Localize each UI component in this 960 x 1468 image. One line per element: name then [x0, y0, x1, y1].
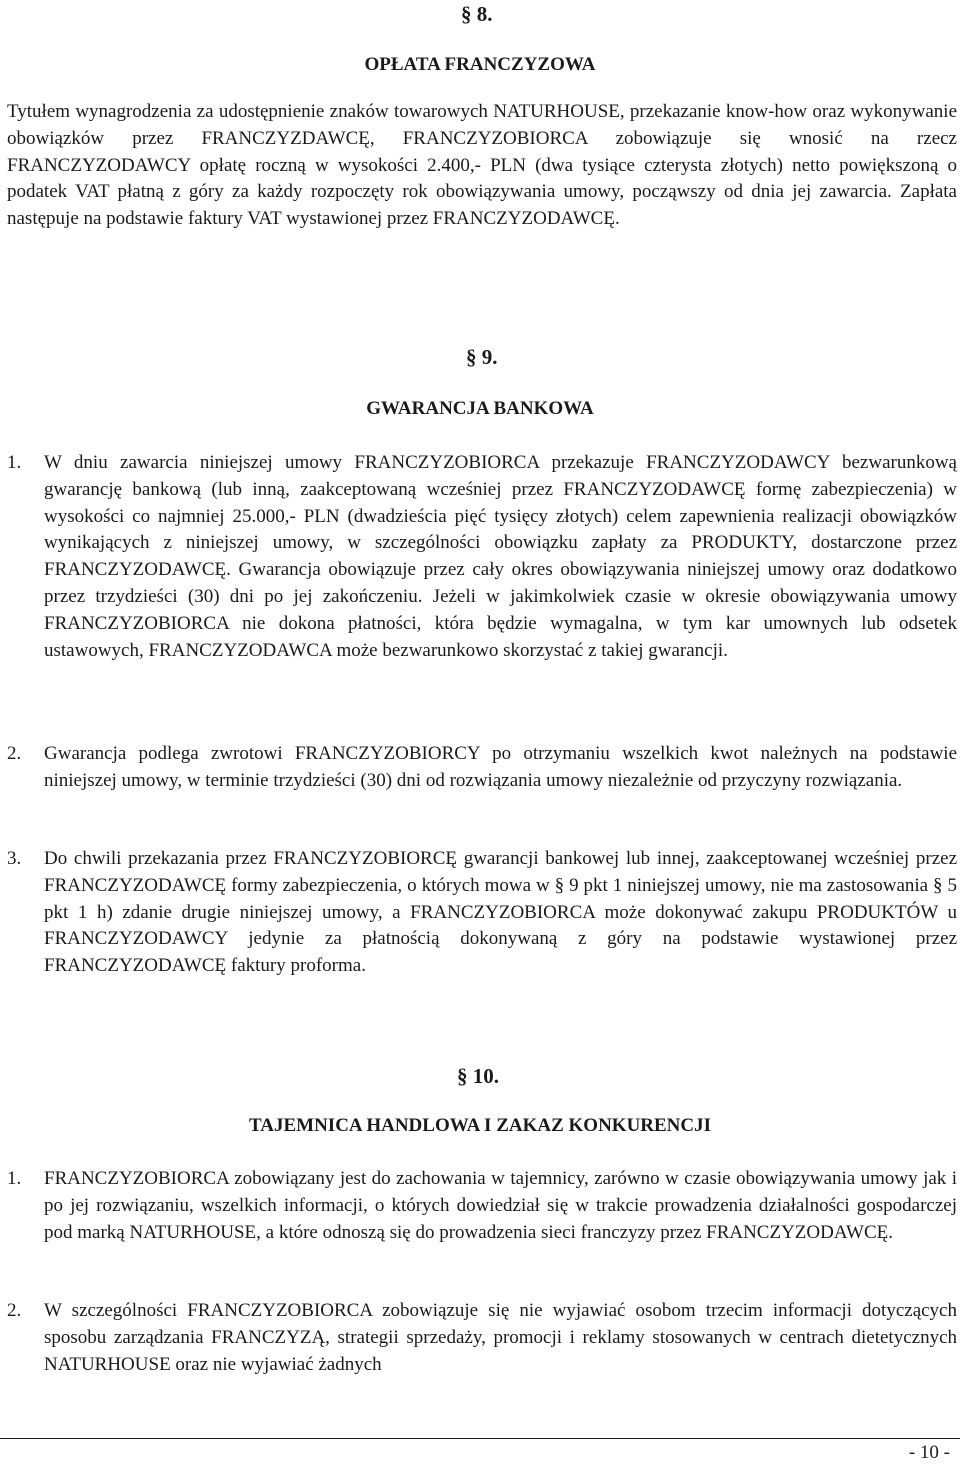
item-text: Gwarancja podlega zwrotowi FRANCZYZOBIORCY po otrzymaniu wszelkich kwot należnych na podstawie niniejszej umowy, w terminie trzydzieści (30) dni od rozwiązania umowy niezależnie od przyczyny rozwiązania.	[44, 743, 957, 791]
item-text: W dniu zawarcia niniejszej umowy FRANCZYZOBIORCA przekazuje FRANCZYZODAWCY bezwarunkową gwarancję bankową (lub inną, zaakceptowaną wcześniej przez FRANCZYZODAWCĘ formę zabezpieczenia) w wysokości co najmniej 25.000,- PLN (dwadzieścia pięć tysięcy złotych) celem zapewnienia realizacji obowiązków wynikających z niniejszej umowy, w szczególności obowiązku zapłaty za PRODUKTY, dostarczone przez FRANCZYZODAWCĘ. Gwarancja obowiązuje przez cały okres obowiązywania niniejszej umowy oraz dodatkowo przez trzydzieści (30) dni po jej zakończeniu. Jeżeli w jakimkolwiek czasie w okresie obowiązywania umowy FRANCZYZOBIORCA nie dokona płatności, która będzie wymagalna, w tym kar umownych lub odsetek ustawowych, FRANCZYZODAWCA może bezwarunkowo skorzystać z takiej gwarancji.	[44, 452, 957, 661]
section-8-number: § 8.	[461, 2, 493, 26]
footer-divider	[0, 1438, 960, 1439]
section-10-item-1	[7, 1166, 957, 1246]
item-number: 2.	[7, 743, 22, 764]
section-8-paragraph: Tytułem wynagrodzenia za udostępnienie znaków towarowych NATURHOUSE, przekazanie know-how oraz wykonywanie obowiązków przez FRANCZYZDAWCĘ, FRANCZYZOBIORCA zobowiązuje się wnosić na rzecz FRANCZYZODAWCY opłatę roczną w wysokości 2.400,- PLN (dwa tysiące czterysta złotych) netto powiększoną o podatek VAT płatną z góry za każdy rozpoczęty rok obowiązywania umowy, począwszy od dnia jej zawarcia. Zapłata następuje na podstawie faktury VAT wystawionej przez FRANCZYZODAWCĘ.	[7, 101, 957, 230]
item-number: 2.	[7, 1300, 22, 1321]
section-9-number: § 9.	[466, 345, 498, 369]
section-9-item-2	[7, 741, 957, 795]
item-text: FRANCZYZOBIORCA zobowiązany jest do zachowania w tajemnicy, zarówno w czasie obowiązywania umowy jak i po jej rozwiązaniu, wszelkich informacji, o których dowiedział się w trakcie prowadzenia działalności gospodarczej pod marką NATURHOUSE, a które odnoszą się do prowadzenia sieci franczyzy przez FRANCZYZODAWCĘ.	[44, 1168, 957, 1243]
section-9-title: GWARANCJA BANKOWA	[366, 398, 594, 419]
section-8-title: OPŁATA FRANCZYZOWA	[364, 54, 596, 75]
item-number: 3.	[7, 848, 22, 869]
section-9-item-3	[7, 846, 957, 980]
item-text: Do chwili przekazania przez FRANCZYZOBIORCĘ gwarancji bankowej lub innej, zaakceptowanej wcześniej przez FRANCZYZODAWCĘ formy zabezpieczenia, o których mowa w § 9 pkt 1 niniejszej umowy, nie ma zastosowania § 5 pkt 1 h) zdanie drugie niniejszej umowy, a FRANCZYZOBIORCA może dokonywać zakupu PRODUKTÓW u FRANCZYZODAWCY jedynie za płatnością dokonywaną z góry na podstawie wystawionej przez FRANCZYZODAWCĘ faktury proforma.	[44, 848, 957, 977]
item-text: W szczególności FRANCZYZOBIORCA zobowiązuje się nie wyjawiać osobom trzecim informacji dotyczących sposobu zarządzania FRANCZYZĄ, strategii sprzedaży, promocji i reklamy stosowanych w centrach dietetycznych NATURHOUSE oraz nie wyjawiać żadnych	[44, 1300, 957, 1375]
section-10-item-2	[7, 1298, 957, 1378]
page-number: - 10 -	[908, 1442, 950, 1463]
item-number: 1.	[7, 452, 22, 473]
section-10-title: TAJEMNICA HANDLOWA I ZAKAZ KONKURENCJI	[248, 1115, 712, 1136]
item-number: 1.	[7, 1168, 22, 1189]
section-10-number: § 10.	[457, 1064, 499, 1088]
section-9-item-1	[7, 450, 957, 664]
